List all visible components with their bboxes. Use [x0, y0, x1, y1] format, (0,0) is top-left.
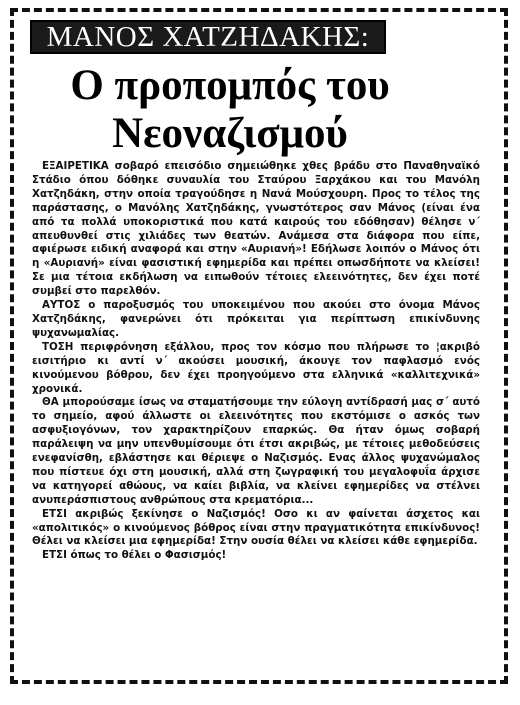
paragraph-lead: ΕΞΑΙΡΕΤΙΚΑ [42, 160, 109, 172]
headline [20, 62, 440, 158]
paragraph-1 [32, 160, 480, 299]
paragraph-lead: ΘΑ [42, 396, 59, 409]
paragraph-text: μπορούσαμε ίσως να σταματήσουμε την εύλογη αντίδρασή μας σ΄ αυτό το σημείο, αφού άλλωστε οι ελεεινότητες που εκστόμισε ο ασκός των ασφυξιογόνων, τον χαρακτηρίζουν επαρκώς. Θα ήταν όμως σοβαρή παράλειψη να μην υπενθυμίσουμε ότι έτσι ακριβώς, με τέτοιες μεθοδεύσεις ενεφανίσθη, εβλάστησε και θέριεψε ο Ναζισμός. Ενας άλλος ψυχανώμαλος που πίστευε όχι στη μουσική, αλλά στη ζωγραφική του μεγαλοφυΐα άρχισε να κατηγορεί αθώους, να καίει βιβλία, να κλείνει εφημερίδες να στέλνει ανυπεράσπιστους ανθρώπους στα κρεματόρια... [32, 396, 480, 506]
paragraph-lead: ΤΟΣΗ [42, 340, 74, 353]
paragraph-6 [32, 549, 480, 563]
headline-line-1: Ο προπομπός του [70, 62, 390, 109]
paragraph-3 [32, 341, 480, 397]
headline-line-2: Νεοναζισμού [112, 110, 348, 157]
paragraph-lead: ΕΤΣΙ [42, 549, 67, 562]
paragraph-text: όπως το θέλει ο Φασισμός! [66, 549, 227, 562]
article-body [32, 160, 480, 563]
paragraph-text: περιφρόνηση εξάλλου, προς τον κόσμο που πλήρωσε το ¦ακριβό εισιτήριο κι αντί ν΄ ακούσει μουσική, άκουγε τον παφλασμό ενός κινούμενου βόθρου, δεν έχει προηγούμενο στα ελληνικά «καλλιτεχνικά» χρονικά. [32, 340, 480, 395]
paragraph-2 [32, 299, 480, 341]
kicker-banner [30, 20, 386, 54]
kicker-text: ΜΑΝΟΣ ΧΑΤΖΗΔΑΚΗΣ: [46, 20, 370, 53]
paragraph-text: ο παροξυσμός του υποκειμένου που ακούει στο όνομα Μάνος Χατζηδάκης, φανερώνει ότι πρόκειται για περίπτωση επικίνδυνης ψυχανωμαλίας. [32, 299, 480, 339]
paragraph-text: σοβαρό επεισόδιο σημειώθηκε χθες βράδυ στο Παναθηναϊκό Στάδιο όπου δόθηκε συναυλία του Σταύρου Ξαρχάκου και του Μανόλη Χατζηδάκη, στην οποία τραγούδησε η Νανά Μούσχουρη. Προς το τέλος της παράστασης, ο Μανόλης Χατζηδάκης, γνωστότερος σαν Μάνος (είναι ένα από τα πολλά υποκοριστικά που κατά καιρούς του εδόθησαν) θέλησε ν΄ απευθυνθεί στις χιλιάδες των θεατών. Ανάμεσα στα διάφορα που είπε, αφιέρωσε ειδική αναφορά και στην «Αυριανή»! Εδήλωσε λοιπόν ο Μάνος ότι η «Αυριανή» είναι φασιστική εφημερίδα και πρέπει οπωσδήποτε να κλείσει! Σε μια τέτοια εκδήλωση να ειπωθούν τέτοιες ελεεινότητες, δεν έχει ποτέ συμβεί στο παρελθόν. [32, 160, 480, 298]
paragraph-4 [32, 396, 480, 507]
paragraph-5 [32, 508, 480, 550]
paragraph-lead: ΕΤΣΙ [42, 507, 67, 520]
paragraph-lead: ΑΥΤΟΣ [42, 299, 81, 312]
paragraph-text: ακριβώς ξεκίνησε ο Ναζισμός! Οσο κι αν φαίνεται άσχετος και «απολιτικός» ο κινούμενος βόθρος είναι στην πραγματικότητα επικίνδυνος! Θέλει να κλείσει μια εφημερίδα! Στην ουσία θέλει να κλείσει κάθε εφημερίδα. [32, 507, 480, 548]
